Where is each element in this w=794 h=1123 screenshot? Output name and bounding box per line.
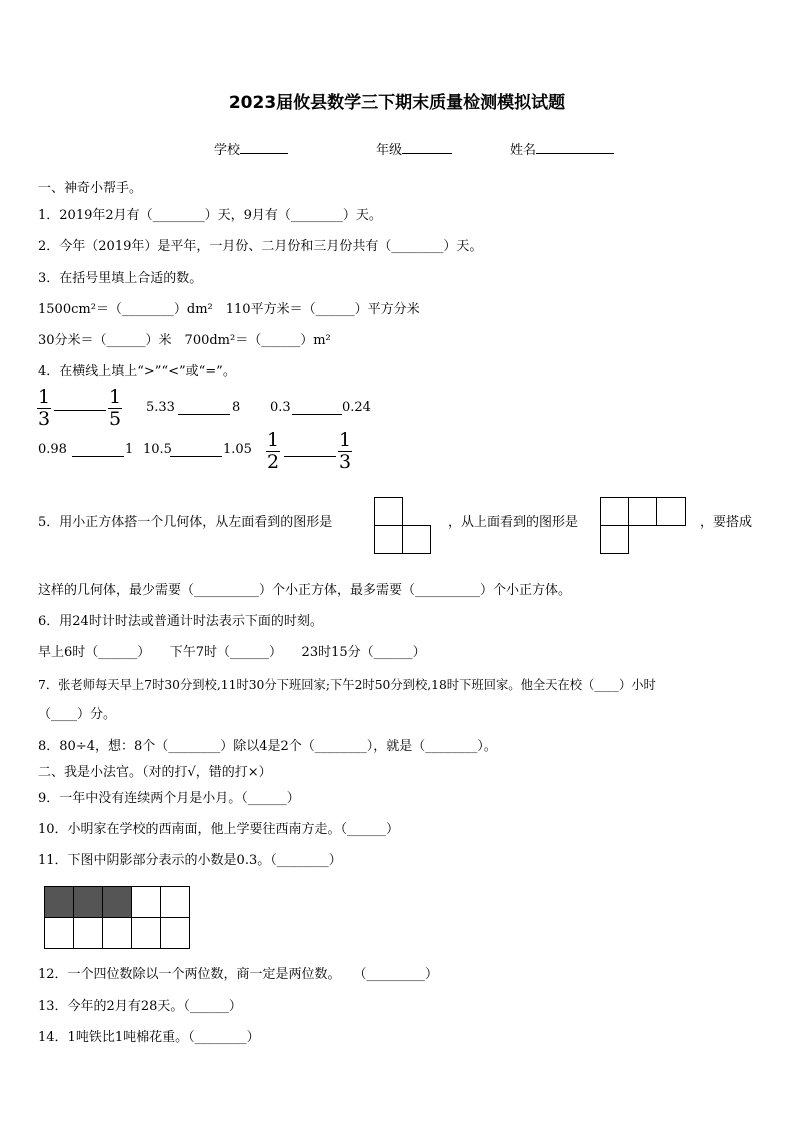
name-blank[interactable] xyxy=(536,140,614,154)
grid-cell xyxy=(132,918,161,949)
left-view-figure xyxy=(374,497,431,554)
compare-item-4-right: 1 xyxy=(125,442,134,457)
grid-cell-shaded xyxy=(103,887,132,918)
fraction-one-fifth: $\frac{1}{5}$ xyxy=(108,386,122,430)
question-7-line2: （____）分。 xyxy=(38,707,117,722)
compare-blank-6[interactable] xyxy=(284,456,336,457)
question-5-line2: 这样的几何体，最少需要（__________）个小正方体，最多需要（__________）个小正方体。 xyxy=(38,583,572,598)
compare-item-4-left: 0.98 xyxy=(38,442,67,457)
school-field[interactable] xyxy=(214,140,288,160)
question-4: 4．在横线上填上“>”“<”或“=”。 xyxy=(38,364,236,379)
question-3a: 1500cm²＝（________）dm² 110平方米＝（______）平方分米 xyxy=(38,302,420,317)
question-13: 13．今年的2月有28天。（______） xyxy=(38,999,242,1014)
shaded-grid xyxy=(44,886,190,949)
question-1: 1．2019年2月有（________）天，9月有（________）天。 xyxy=(38,208,382,223)
name-label: 姓名 xyxy=(510,143,537,158)
question-3b: 30分米＝（______）米 700dm²＝（______）m² xyxy=(38,333,331,348)
question-14: 14．1吨铁比1吨棉花重。（________） xyxy=(38,1030,260,1045)
grade-blank[interactable] xyxy=(402,140,452,154)
section-2-heading: 二、我是小法官。（对的打√，错的打×） xyxy=(38,765,272,780)
compare-item-3-right: 0.24 xyxy=(342,400,371,415)
question-5-part3: ，要搭成 xyxy=(700,515,753,530)
fraction-one-third: $\frac{1}{3}$ xyxy=(37,386,51,430)
compare-item-5-left: 10.5 xyxy=(143,442,172,457)
grid-cell xyxy=(161,918,190,949)
section-1-heading: 一、神奇小帮手。 xyxy=(38,181,143,196)
grid-cell xyxy=(161,887,190,918)
fraction-one-half: $\frac{1}{2}$ xyxy=(266,429,280,473)
question-6: 6．用24时计时法或普通计时法表示下面的时刻。 xyxy=(38,614,323,629)
grid-cell xyxy=(132,887,161,918)
grid-cell-shaded xyxy=(45,887,74,918)
question-2: 2．今年（2019年）是平年，一月份、二月份和三月份共有（________）天。 xyxy=(38,239,483,254)
compare-item-2-right: 8 xyxy=(232,400,241,415)
school-blank[interactable] xyxy=(240,140,288,154)
page-title: 2023届攸县数学三下期末质量检测模拟试题 xyxy=(228,93,566,113)
compare-item-2-left: 5.33 xyxy=(146,400,175,415)
name-field[interactable] xyxy=(510,140,614,160)
question-12: 12．一个四位数除以一个两位数，商一定是两位数。 （_________） xyxy=(38,967,439,982)
compare-blank-2[interactable] xyxy=(178,414,230,415)
compare-blank-1[interactable] xyxy=(54,410,106,411)
school-label: 学校 xyxy=(214,143,241,158)
compare-blank-5[interactable] xyxy=(170,456,222,457)
question-11: 11．下图中阴影部分表示的小数是0.3。（________） xyxy=(38,853,342,868)
question-8: 8．80÷4，想：8个（________）除以4是2个（________），就是（________）。 xyxy=(38,739,497,754)
question-9: 9．一年中没有连续两个月是小月。（______） xyxy=(38,791,300,806)
question-7-line1: 7．张老师每天早上7时30分到校,11时30分下班回家;下午2时50分到校,18时下班回家。他全天在校（____）小时 xyxy=(38,678,656,692)
question-5-part1: 5．用小正方体搭一个几何体，从左面看到的图形是 xyxy=(38,515,333,530)
grid-cell xyxy=(103,918,132,949)
question-3: 3．在括号里填上合适的数。 xyxy=(38,271,203,286)
grid-cell xyxy=(74,918,103,949)
grade-label: 年级 xyxy=(376,143,403,158)
compare-item-3-left: 0.3 xyxy=(270,400,291,415)
question-10: 10．小明家在学校的西南面，他上学要往西南方走。（______） xyxy=(38,822,400,837)
top-view-figure xyxy=(600,497,686,554)
compare-blank-4[interactable] xyxy=(72,456,124,457)
grid-cell xyxy=(45,918,74,949)
compare-blank-3[interactable] xyxy=(292,414,342,415)
fraction-one-third-2: $\frac{1}{3}$ xyxy=(338,429,352,473)
question-6-items: 早上6时（______） 下午7时（______） 23时15分（______） xyxy=(38,645,426,660)
grid-cell-shaded xyxy=(74,887,103,918)
question-5-part2: ，从上面看到的图形是 xyxy=(448,515,579,530)
grade-field[interactable] xyxy=(376,140,452,160)
compare-item-5-right: 1.05 xyxy=(223,442,252,457)
